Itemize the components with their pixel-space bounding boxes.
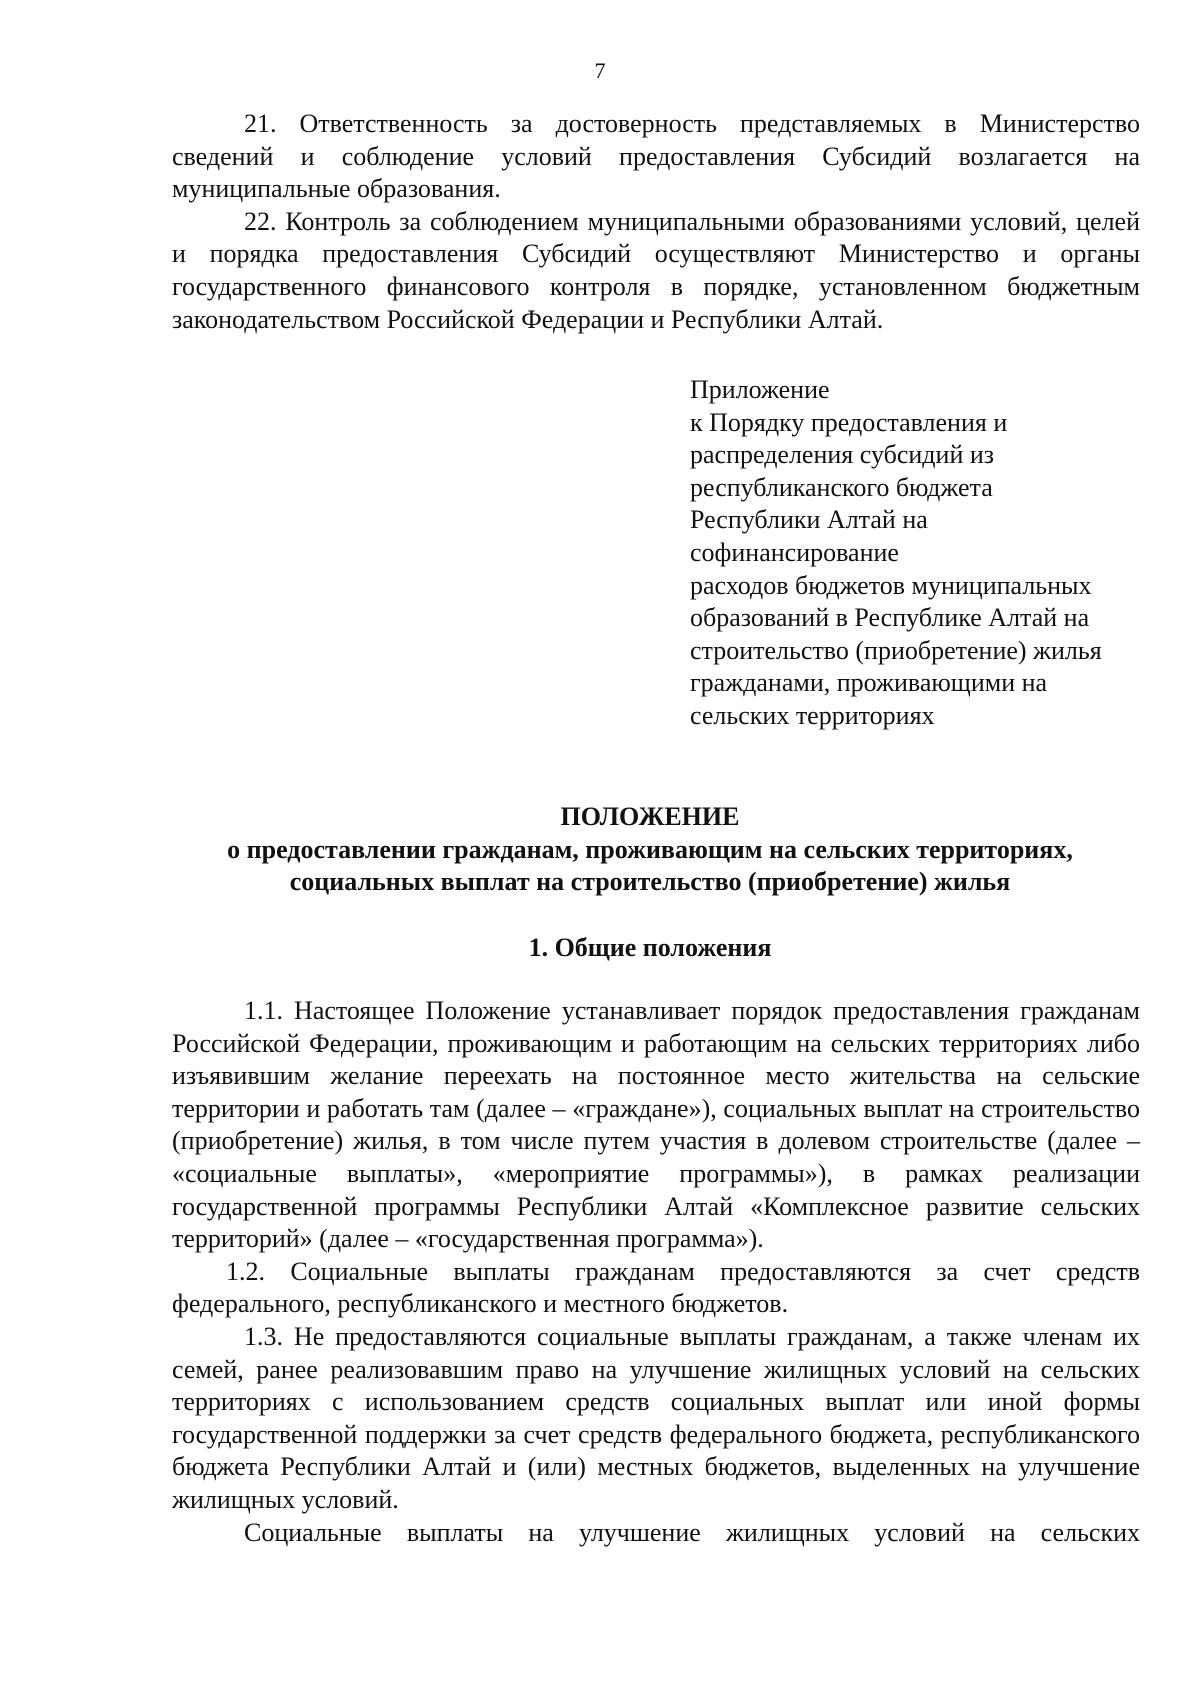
appendix-note (690, 374, 1150, 733)
appendix-line: строительство (приобретение) жилья (690, 635, 1102, 665)
document-title (150, 801, 1150, 899)
paragraph-1-3: 1.3. Не предоставляются социальные выплаты гражданам, а также членам их семей, ранее реализовавшим право на улучшение жилищных условий на сельских территориях с использованием средств социальных выплат или иной формы государственной поддержки за счет средств федерального бюджета, республиканского бюджета Республики Алтай и (или) местных бюджетов, выделенных на улучшение жилищных условий. (172, 1321, 1140, 1514)
appendix-line: распределения субсидий из (690, 440, 995, 470)
top-paragraphs (172, 108, 1140, 336)
appendix-line: гражданами, проживающими на (690, 668, 1048, 698)
appendix-line: образований в Республике Алтай на (690, 603, 1090, 633)
appendix-line: расходов бюджетов муниципальных (690, 570, 1092, 600)
appendix-line: Приложение (690, 375, 830, 404)
appendix-line: софинансирование (690, 537, 899, 567)
paragraph-22: 22. Контроль за соблюдением муниципальными образованиями условий, целей и порядка предоставления Субсидий осуществляют Министерство и органы государственного финансового контроля в порядке, установленном бюджетным законодательством Российской Федерации и Республики Алтай. (172, 206, 1140, 334)
paragraph-1-2: 1.2. Социальные выплаты гражданам предоставляются за счет средств федерального, республиканского и местного бюджетов. (172, 1256, 1140, 1319)
section-paragraphs (172, 995, 1140, 1549)
title-line-2: о предоставлении гражданам, проживающим на сельских территориях, (227, 834, 1073, 864)
section-heading: 1. Общие положения (528, 933, 772, 962)
paragraph-1-1: 1.1. Настоящее Положение устанавливает порядок предоставления гражданам Российской Федерации, проживающим и работающим на сельских территориях либо изъявившим желание переехать на постоянное место жительства на сельские территории и работать там (далее – «граждане»), социальных выплат на строительство (приобретение) жилья, в том числе путем участия в долевом строительстве (далее – «социальные выплаты», «мероприятие программы»), в рамках реализации государственной программы Республики Алтай «Комплексное развитие сельских территорий» (далее – «государственная программа»). (172, 996, 1140, 1254)
title-main: ПОЛОЖЕНИЕ (560, 802, 740, 831)
appendix-line: сельских территориях (690, 700, 935, 730)
paragraph-continuation: Социальные выплаты на улучшение жилищных условий на сельских (244, 1517, 1140, 1547)
appendix-line: республиканского бюджета (690, 472, 993, 502)
title-line-3: социальных выплат на строительство (приобретение) жилья (289, 867, 1011, 897)
appendix-line: Республики Алтай на (690, 505, 928, 535)
page-number: 7 (594, 58, 606, 83)
paragraph-21: 21. Ответственность за достоверность представляемых в Министерство сведений и соблюдение условий предоставления Субсидий возлагается на муниципальные образования. (172, 109, 1140, 204)
appendix-line: к Порядку предоставления и (690, 407, 1008, 437)
